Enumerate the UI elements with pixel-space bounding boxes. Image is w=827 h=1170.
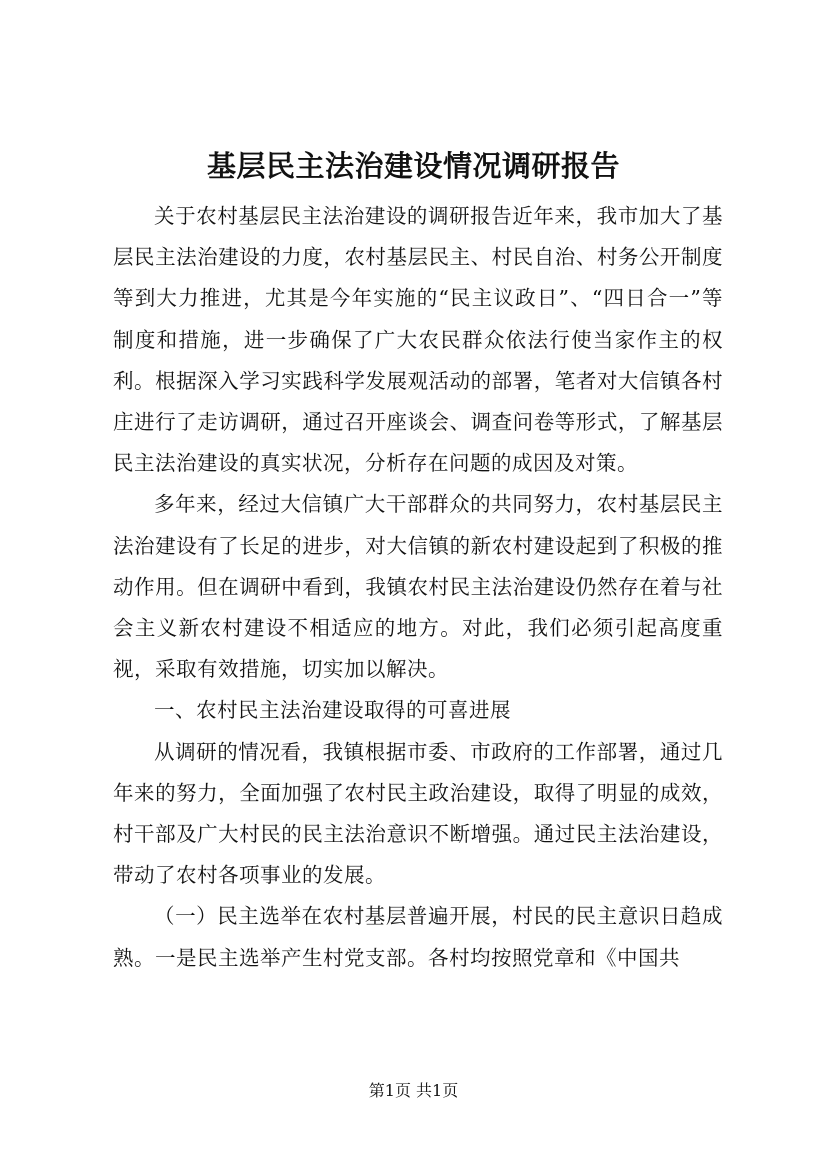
section-heading-1: 一、农村民主法治建设取得的可喜进展 — [154, 698, 511, 723]
paragraph-background: 多年来，经过大信镇广大干部群众的共同努力，农村基层民主法治建设有了长足的进步，对大信镇的新农村建设起到了积极的推动作用。但在调研中看到，我镇农村民主法治建设仍然存在着与社会主义新农村建设不相适应的地方。对此，我们必须引起高度重视，采取有效措施，切实加以解决。 — [113, 492, 723, 682]
document-title: 基层民主法治建设情况调研报告 — [206, 149, 620, 183]
paragraph-election: （一）民主选举在农村基层普遍开展，村民的民主意识日趋成熟。一是民主选举产生村党支部。各村均按照党章和《中国共 — [113, 904, 723, 970]
page-number: 第1页 共1页 — [368, 1081, 459, 1100]
paragraph-progress: 从调研的情况看，我镇根据市委、市政府的工作部署，通过几年来的努力，全面加强了农村民主政治建设，取得了明显的成效，村干部及广大村民的民主法治意识不断增强。通过民主法治建设，带动了农村各项事业的发展。 — [113, 739, 723, 888]
document-body — [113, 196, 723, 979]
paragraph-intro: 关于农村基层民主法治建设的调研报告近年来，我市加大了基层民主法治建设的力度，农村基层民主、村民自治、村务公开制度等到大力推进，尤其是今年实施的“民主议政日”、“四日合一”等制度和措施，进一步确保了广大农民群众依法行使当家作主的权利。根据深入学习实践科学发展观活动的部署，笔者对大信镇各村庄进行了走访调研，通过召开座谈会、调查问卷等形式，了解基层民主法治建设的真实状况，分析存在问题的成因及对策。 — [113, 204, 723, 476]
